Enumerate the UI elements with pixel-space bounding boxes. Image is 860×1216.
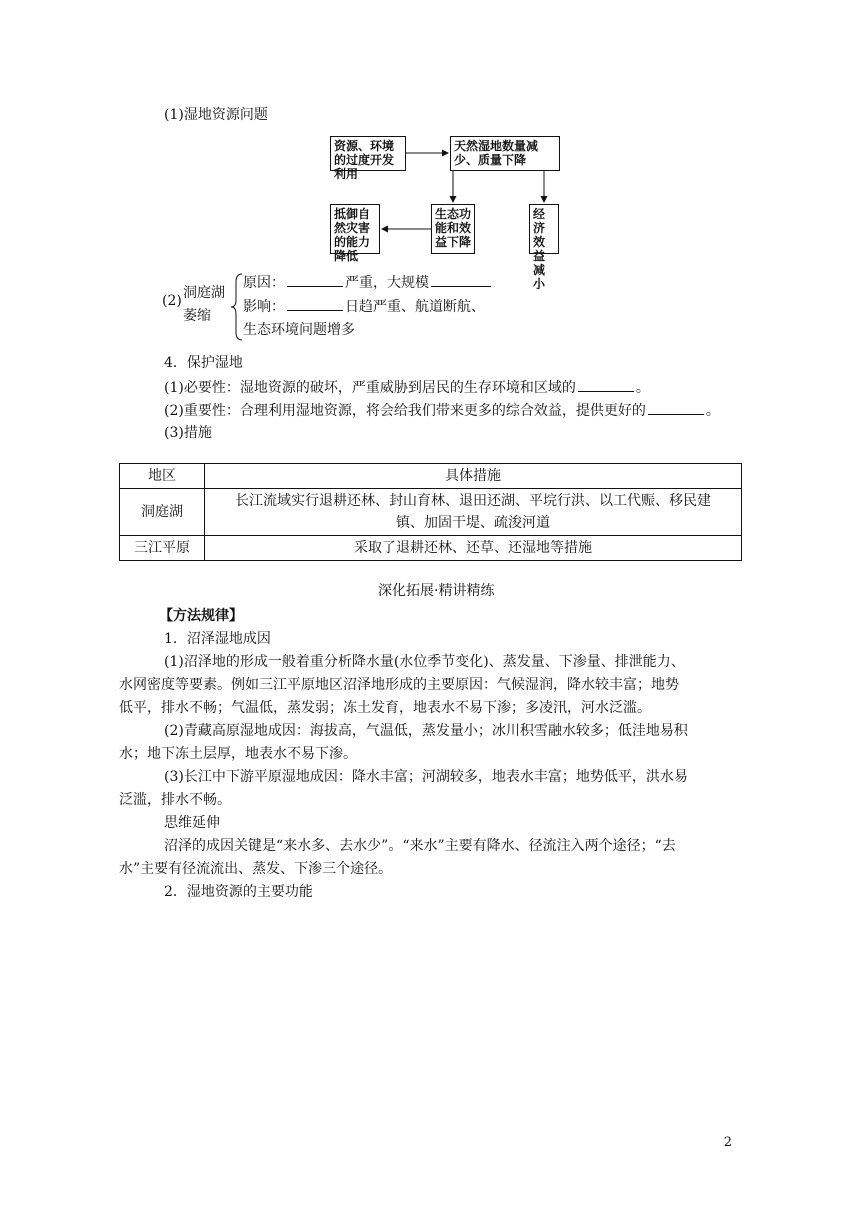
table-header-region: 地区 — [120, 464, 205, 489]
paragraph-line: (1)沼泽地的形成一般着重分析降水量(水位季节变化)、蒸发量、下渗量、排泄能力、 — [164, 654, 685, 670]
protect-heading: 4．保护湿地 — [164, 355, 243, 371]
measures-heading: (3)措施 — [164, 425, 212, 441]
table-row — [120, 536, 742, 561]
table-cell-region: 洞庭湖 — [120, 489, 205, 536]
table-row — [120, 489, 742, 536]
section-number-2: (2) — [162, 293, 182, 309]
dongting-topic-line1: 洞庭湖 — [183, 285, 225, 301]
paragraph-line: 低平，排水不畅；气温低，蒸发弱；冻土发育，地表水不易下渗；多凌汛，河水泛滥。 — [119, 700, 651, 716]
section-heading-wetland-problems: (1)湿地资源问题 — [164, 107, 268, 123]
answer-blank-impact[interactable] — [287, 296, 343, 311]
importance-text: (2)重要性：合理利用湿地资源，将会给我们带来更多的综合效益，提供更好的 — [164, 403, 646, 419]
flow-box-wetland-decrease: 天然湿地数量减少、质量下降 — [450, 136, 560, 171]
swamp-causes-heading: 1．沼泽湿地成因 — [164, 631, 271, 647]
curly-brace-icon — [230, 272, 244, 342]
table-cell-measure — [205, 489, 742, 536]
flow-box-ecological-decline: 生态功能和效益下降 — [431, 204, 475, 254]
importance-end-mark: 。 — [705, 403, 720, 419]
flow-box-economic-decline: 经济效益减小 — [529, 204, 559, 254]
paragraph-line: 水网密度等要素。例如三江平原地区沼泽地形成的主要原因：气候湿润，降水较丰富；地势 — [119, 677, 679, 693]
deepening-section-title: 深化拓展·精讲精练 — [378, 583, 495, 599]
paragraph-line: 水”主要有径流流出、蒸发、下渗三个途径。 — [119, 861, 393, 877]
measure-line: 镇、加固干堤、疏浚河道 — [396, 515, 550, 531]
flow-arrows — [0, 0, 860, 300]
protect-necessity-line — [164, 377, 650, 398]
measure-line: 长江流域实行退耕还林、封山育林、退田还湖、平垸行洪、以工代赈、移民建 — [235, 493, 711, 509]
necessity-end-mark: 。 — [635, 380, 650, 396]
thinking-extension-heading: 思维延伸 — [164, 815, 220, 831]
table-header-row — [120, 464, 742, 489]
paragraph-line: 沼泽的成因关键是“来水多、去水少”。“来水”主要有降水、径流注入两个途径；“去 — [164, 838, 676, 854]
dongting-topic-line2: 萎缩 — [183, 308, 211, 324]
method-heading: 【方法规律】 — [159, 608, 243, 624]
table-header-measures: 具体措施 — [205, 464, 742, 489]
answer-blank-cause-1[interactable] — [287, 272, 343, 287]
paragraph-line: (2)青藏高原湿地成因：海拔高，气温低，蒸发量小；冰川积雪融水较多；低洼地易积 — [164, 723, 688, 739]
impact-label: 影响： — [243, 299, 285, 315]
dongting-impact-line2: 生态环境问题增多 — [243, 322, 355, 338]
flow-box-disaster-resistance: 抵御自然灾害的能力降低 — [330, 204, 380, 254]
impact-mid-text: 日趋严重、航道断航、 — [345, 299, 485, 315]
table-cell-measure: 采取了退耕还林、还草、还湿地等措施 — [205, 536, 742, 561]
dongting-cause-line — [243, 272, 493, 293]
necessity-text: (1)必要性：湿地资源的破坏，严重威胁到居民的生存环境和区域的 — [164, 380, 576, 396]
dongting-impact-line — [243, 296, 485, 317]
paragraph-line: 泛滥，排水不畅。 — [119, 792, 231, 808]
answer-blank-importance[interactable] — [648, 400, 704, 415]
flow-box-overuse: 资源、环境的过度开发利用 — [330, 136, 406, 171]
answer-blank-cause-2[interactable] — [431, 272, 491, 287]
paragraph-line: 水；地下冻土层厚，地表水不易下渗。 — [119, 746, 357, 762]
cause-mid-text: 严重，大规模 — [345, 275, 429, 291]
wetland-functions-heading: 2．湿地资源的主要功能 — [164, 884, 313, 900]
protect-importance-line — [164, 400, 720, 421]
paragraph-line: (3)长江中下游平原湿地成因：降水丰富；河湖较多，地表水丰富；地势低平，洪水易 — [164, 769, 688, 785]
page-number: 2 — [723, 1135, 732, 1150]
measures-table — [119, 463, 742, 561]
answer-blank-necessity[interactable] — [578, 377, 634, 392]
table-cell-region: 三江平原 — [120, 536, 205, 561]
cause-label: 原因： — [243, 275, 285, 291]
